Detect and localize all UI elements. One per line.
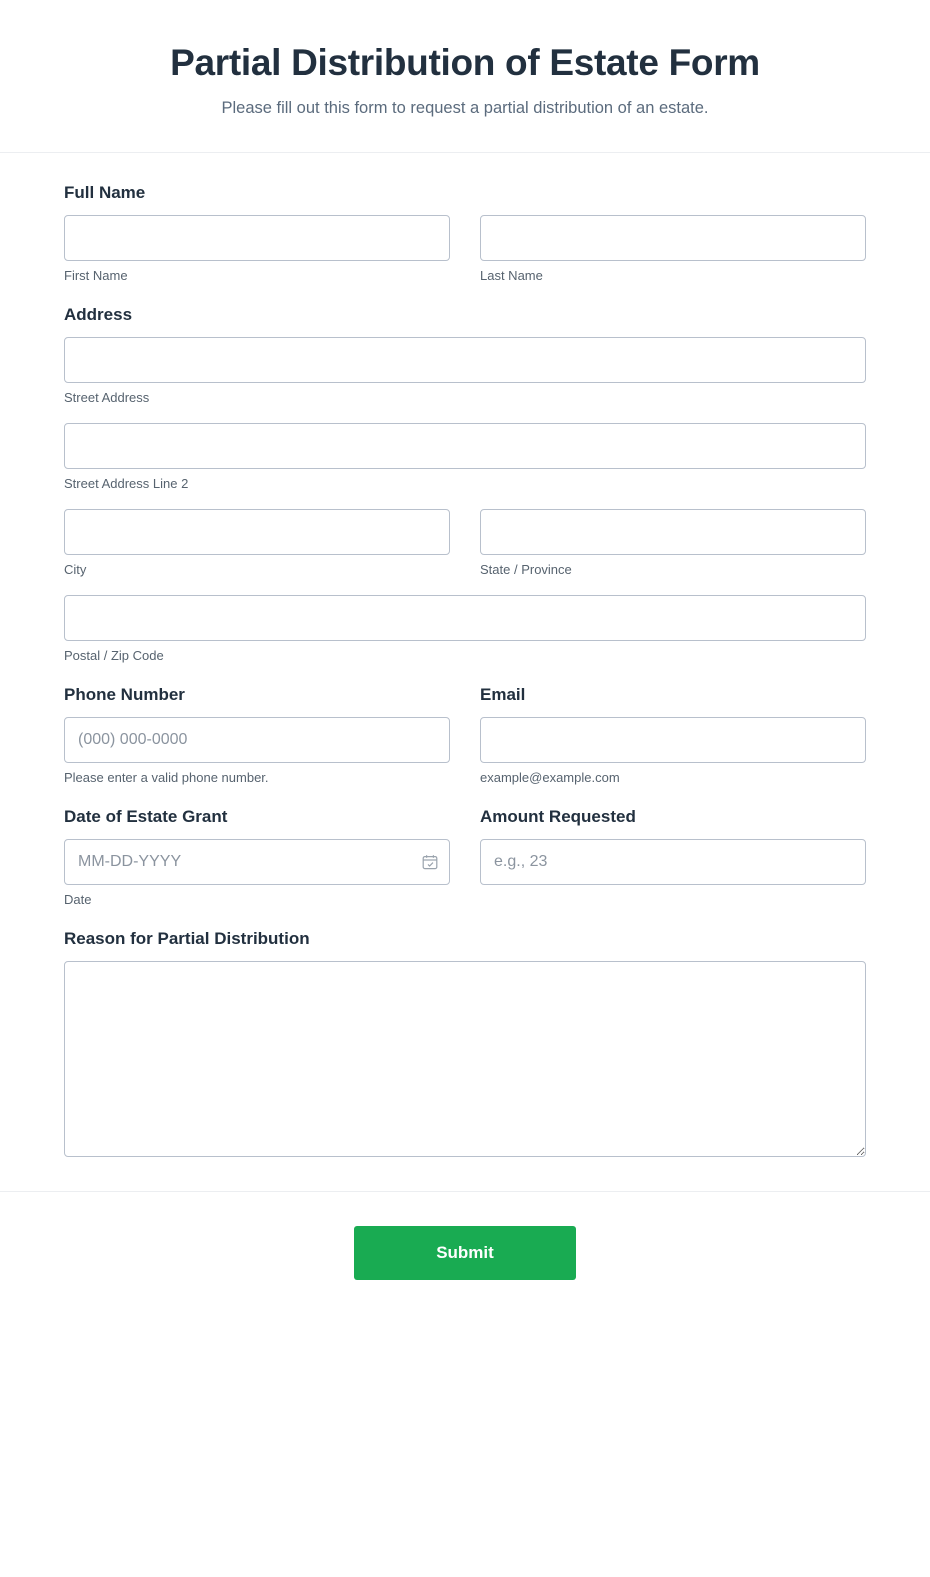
reason-label: Reason for Partial Distribution	[64, 928, 310, 948]
amount-input[interactable]	[480, 839, 866, 885]
zip-col	[64, 595, 866, 663]
email-label: Email	[480, 684, 526, 704]
page-title: Partial Distribution of Estate Form	[170, 42, 760, 83]
city-sublabel: City	[64, 561, 87, 577]
city-input[interactable]	[64, 509, 450, 555]
submit-button[interactable]: Submit	[354, 1226, 576, 1280]
city-col	[64, 509, 450, 577]
date-amount-row	[64, 807, 866, 907]
full-name-label: Full Name	[64, 182, 146, 202]
amount-label: Amount Requested	[480, 806, 636, 826]
field-email	[480, 685, 866, 785]
city-state-row	[64, 509, 866, 577]
phone-input[interactable]	[64, 717, 450, 763]
street-address-input[interactable]	[64, 337, 866, 383]
zip-input[interactable]	[64, 595, 866, 641]
grant-date-input[interactable]	[64, 839, 450, 885]
phone-label: Phone Number	[64, 684, 185, 704]
street-address-col	[64, 337, 866, 405]
reason-textarea[interactable]	[64, 961, 866, 1157]
grant-date-label: Date of Estate Grant	[64, 806, 228, 826]
last-name-col	[480, 215, 866, 283]
street-address-sublabel: Street Address	[64, 389, 150, 405]
grant-date-sublabel: Date	[64, 891, 92, 907]
form-body	[0, 153, 930, 1191]
street-address-2-col	[64, 423, 866, 491]
field-amount	[480, 807, 866, 907]
first-name-col	[64, 215, 450, 283]
field-grant-date	[64, 807, 450, 907]
field-phone	[64, 685, 450, 785]
first-name-sublabel: First Name	[64, 267, 128, 283]
phone-sublabel: Please enter a valid phone number.	[64, 769, 269, 785]
zip-sublabel: Postal / Zip Code	[64, 647, 164, 663]
state-input[interactable]	[480, 509, 866, 555]
address-label: Address	[64, 304, 133, 324]
state-col	[480, 509, 866, 577]
form-footer	[0, 1191, 930, 1324]
full-name-row	[64, 215, 866, 283]
page-subtitle: Please fill out this form to request a partial distribution of an estate.	[221, 98, 709, 117]
field-reason	[64, 929, 866, 1157]
field-address	[64, 305, 866, 663]
state-sublabel: State / Province	[480, 561, 572, 577]
last-name-sublabel: Last Name	[480, 267, 543, 283]
first-name-input[interactable]	[64, 215, 450, 261]
phone-email-row	[64, 685, 866, 785]
email-input[interactable]	[480, 717, 866, 763]
street-address-2-sublabel: Street Address Line 2	[64, 475, 189, 491]
form-header	[0, 0, 930, 153]
field-full-name	[64, 183, 866, 283]
grant-date-wrap	[64, 839, 450, 885]
email-sublabel: example@example.com	[480, 769, 620, 785]
street-address-2-input[interactable]	[64, 423, 866, 469]
last-name-input[interactable]	[480, 215, 866, 261]
